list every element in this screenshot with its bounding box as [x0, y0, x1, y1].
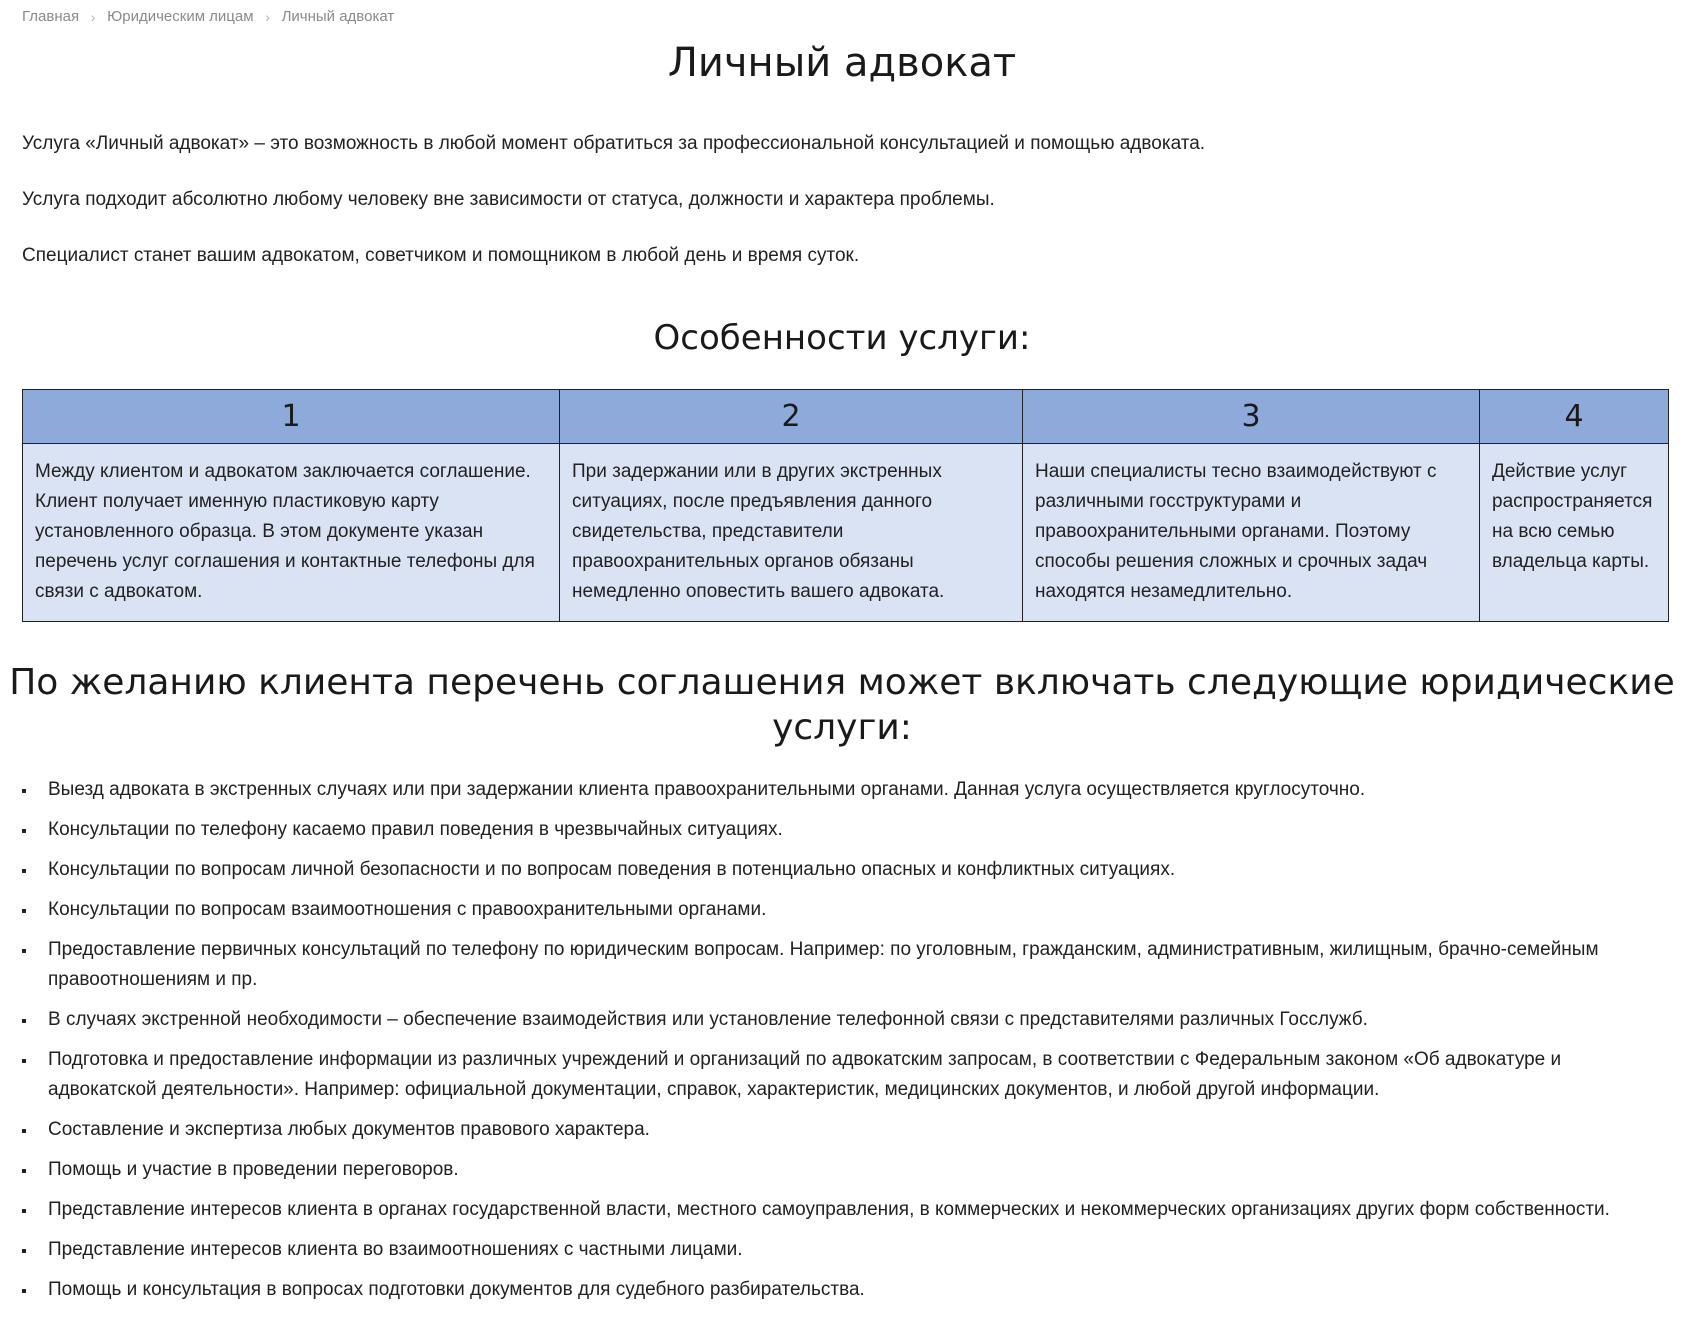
features-table [22, 389, 1669, 622]
intro-paragraph: Специалист станет вашим адвокатом, советчиком и помощником в любой день и время суток. [22, 245, 860, 266]
features-cell: Наши специалисты тесно взаимодействуют с различными госструктурами и правоохранительными органами. Поэтому способы решения сложных и срочных задач находятся незамедлительно. [1023, 444, 1480, 622]
list-item: Предоставление первичных консультаций по телефону по юридическим вопросам. Например: по уголовным, гражданским, административным, жилищным, брачно-семейным правоотношениям и пр. [22, 935, 1662, 995]
list-item: Выезд адвоката в экстренных случаях или при задержании клиента правоохранительными органами. Данная услуга осуществляется круглосуточно. [22, 775, 1662, 805]
breadcrumb-home-link[interactable]: Главная [22, 8, 80, 25]
breadcrumb-separator-icon: › [90, 8, 96, 25]
features-cell: Между клиентом и адвокатом заключается соглашение. Клиент получает именную пластиковую карту установленного образца. В этом документе указан перечень услуг соглашения и контактные телефоны для связи с адвокатом. [23, 444, 560, 622]
list-item: Подготовка и предоставление информации из различных учреждений и организаций по адвокатским запросам, в соответствии с Федеральным законом «Об адвокатуре и адвокатской деятельности». Например: официальной документации, справок, характеристик, медицинских документов, и любой другой информации. [22, 1045, 1662, 1105]
intro-paragraph: Услуга подходит абсолютно любому человеку вне зависимости от статуса, должности и характера проблемы. [22, 189, 995, 210]
features-cell: При задержании или в других экстренных ситуациях, после предъявления данного свидетельства, представители правоохранительных органов обязаны немедленно оповестить вашего адвоката. [560, 444, 1023, 622]
breadcrumb-current: Личный адвокат [281, 8, 395, 25]
list-item: В случаях экстренной необходимости – обеспечение взаимодействия или установление телефонной связи с представителями различных Госслужб. [22, 1005, 1662, 1035]
intro-paragraph: Услуга «Личный адвокат» – это возможность в любой момент обратиться за профессиональной консультацией и помощью адвоката. [22, 133, 1206, 154]
page-title: Личный адвокат [667, 40, 1017, 86]
list-item: Представление интересов клиента в органах государственной власти, местного самоуправления, в коммерческих и некоммерческих организациях других форм собственности. [22, 1195, 1662, 1225]
features-header-cell: 4 [1480, 390, 1669, 444]
features-cell: Действие услуг распространяется на всю семью владельца карты. [1480, 444, 1669, 622]
breadcrumb [22, 8, 394, 25]
breadcrumb-separator-icon: › [265, 8, 270, 25]
services-title: По желанию клиента перечень соглашения может включать следующие юридические услуги: [9, 662, 1675, 748]
list-item: Помощь и участие в проведении переговоров. [22, 1155, 1662, 1185]
list-item: Консультации по телефону касаемо правил поведения в чрезвычайных ситуациях. [22, 815, 1662, 845]
services-list [22, 775, 1662, 1315]
breadcrumb-legal-entities-link[interactable]: Юридическим лицам [107, 8, 254, 25]
list-item: Консультации по вопросам взаимоотношения с правоохранительными органами. [22, 895, 1662, 925]
features-header-cell: 1 [23, 390, 560, 444]
features-title: Особенности услуги: [653, 318, 1031, 358]
features-body-row [23, 444, 1669, 622]
list-item: Помощь и консультация в вопросах подготовки документов для судебного разбирательства. [22, 1275, 1662, 1305]
features-header-row [23, 390, 1669, 444]
features-header-cell: 2 [560, 390, 1023, 444]
features-header-cell: 3 [1023, 390, 1480, 444]
list-item: Составление и экспертиза любых документов правового характера. [22, 1115, 1662, 1145]
list-item: Консультации по вопросам личной безопасности и по вопросам поведения в потенциально опасных и конфликтных ситуациях. [22, 855, 1662, 885]
list-item: Представление интересов клиента во взаимоотношениях с частными лицами. [22, 1235, 1662, 1265]
